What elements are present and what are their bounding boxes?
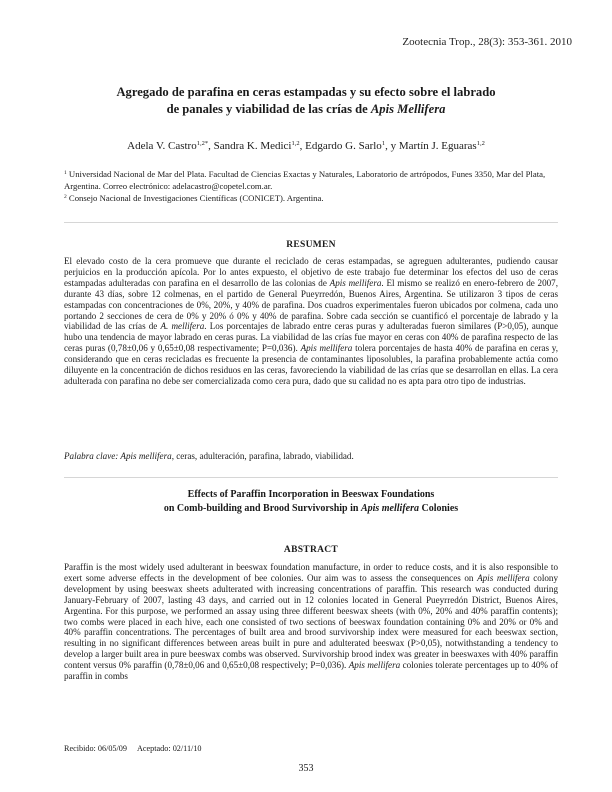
english-title-text: Colonies [419, 503, 459, 514]
keywords-text: , ceras, adulteración, parafina, labrado, viabilidad. [171, 451, 354, 461]
author-affiliation-mark: 1 [381, 140, 386, 147]
species-name: Apis mellifera [348, 660, 401, 671]
affiliation-text: Consejo Nacional de Investigaciones Científicas (CONICET). Argentina. [68, 193, 324, 203]
keywords-label: Palabra clave: Apis mellifera [64, 451, 172, 461]
author-name: Edgardo G. Sarlo [305, 140, 382, 152]
resumen-text: . Los porcentajes de labrado entre ceras puras y adulteradas fueron similares (P>0,05), aunque hubo una tendencia de mayor labrado en ceras puras. La viabilidad de las crías fue mayor en ceras con 40% de parafina respecto de las ceras puras (0,78±0,06 y 0,65±0,08 respectivamente; P=0,036). [64, 321, 559, 354]
affiliation-2 [64, 192, 570, 205]
affiliation-1 [64, 168, 570, 192]
title-species: Apis Mellifera [370, 102, 446, 116]
resumen-text: tolera porcentajes de hasta 40% de parafina en ceras y, considerando que en ceras recicladas es frecuente la presencia de contaminantes liposolubles, la parafina probablemente actúa como diluyente en la concentración de dichos residuos en las ceras, favoreciendo la viabilidad de las crías que se desarrollan en ellas. La cera adulterada con parafina no debe ser comercializada como cera pura, dado que su calidad no es apta para otro tipo de industrias. [64, 343, 558, 386]
species-name: Apis mellifera [329, 277, 382, 288]
author-separator: , y [385, 140, 399, 152]
abstract-heading: ABSTRACT [283, 545, 339, 555]
affiliation-mark: 1 [64, 170, 67, 176]
affiliation-text: Universidad Nacional de Mar del Plata. Facultad de Ciencias Exactas y Naturales, Laboratorio de artrópodos, Funes 3350, Mar del Plata, Argentina. Correo electrónico: adelacastro@copetel.com.ar. [64, 169, 546, 191]
resumen-heading: RESUMEN [286, 240, 336, 250]
author-affiliation-mark: 1,2 [291, 140, 300, 147]
english-title-line-2 [64, 502, 558, 516]
species-name: Apis mellifera [477, 572, 530, 583]
author-name: Martín J. Eguaras [398, 140, 477, 152]
paper-title [60, 84, 552, 118]
journal-reference: Zootecnia Trop., 28(3): 353-361. 2010 [402, 36, 572, 48]
submission-dates [64, 744, 212, 753]
section-divider [64, 477, 558, 478]
title-line-2-text: de panales y viabilidad de las crías de [166, 102, 371, 116]
abstract-text: colonies tolerate percentages up to 40% of paraffin in combs [64, 660, 558, 682]
resumen-text: . El mismo se realizó en enero-febrero de 2007, durante 43 días, sobre 12 colmenas, en el partido de General Pueyrredón, Buenos Aires, Argentina. Se utilizaron 3 tipos de ceras estampadas con concentraciones de 0%, 20%, y 40% de parafina. Dos cuadros experimentales fueron ubicados por colmena, cada uno portando 2 secciones de cera de 0% y 20% ó 0% y 40% de parafina. Sobre cada sección se cuantificó el porcentaje de labrado y la viabilidad de las crías de [64, 277, 559, 332]
author-separator: , [208, 140, 214, 152]
title-line-2 [60, 101, 552, 118]
species-name: A. mellifera [160, 321, 205, 332]
affiliation-mark: 2 [64, 194, 67, 200]
resumen-body [64, 256, 558, 387]
abstract-body [64, 562, 558, 682]
page-number: 353 [298, 763, 314, 774]
english-title [64, 488, 558, 516]
received-date: Recibido: 06/05/09 [64, 744, 127, 753]
author-name: Sandra K. Medici [213, 140, 292, 152]
section-divider [64, 222, 558, 223]
author-separator: , [299, 140, 306, 152]
keywords [64, 451, 558, 462]
author-affiliation-mark: 1,2 [476, 140, 485, 147]
english-title-species: Apis mellifera [360, 503, 419, 514]
english-title-line-1: Effects of Paraffin Incorporation in Beeswax Foundations [187, 489, 435, 500]
author-list [40, 140, 572, 152]
species-name: Apis mellifera [300, 343, 353, 354]
resumen-text: El elevado costo de la cera promueve que durante el reciclado de ceras estampadas, se agreguen adulterantes, pudiendo causar perjuicios en la producción apícola. Por lo antes expuesto, el objetivo de este trabajo fue determinar los efectos del uso de ceras estampadas adulteradas con parafina en el desarrollo de las colonias de [64, 256, 558, 288]
title-line-1: Agregado de parafina en ceras estampadas y su efecto sobre el labrado [116, 85, 496, 99]
accepted-date: Aceptado: 02/11/10 [137, 744, 202, 753]
affiliations [64, 168, 570, 205]
author-name: Adela V. Castro [127, 140, 197, 152]
author-affiliation-mark: 1,2* [196, 140, 209, 147]
abstract-text: colony development by using beeswax sheets adulterated with increasing concentrations of paraffin. This research was conducted during January-February of 2007, lasting 43 days, and carried out in 12 colonies located in General Pueyrredón District, Buenos Aires, Argentina. For this purpose, we performed an assay using three different beeswax sheets (with 0%, 20% and 40% paraffin contents); two combs were placed in each hive, each one consisted of two sections of beeswax foundation containing 0% and 20% or 0% and 40% paraffin concentrations. The percentages of built area and brood survivorship index were measured for each beeswax section, resulting in no significant differences between areas built in pure and adulterated beeswax (P>0,05), notwithstanding a tendency to develop a larger built area in pure beeswax combs was observed. Survivorship brood index was greater in beeswaxes with 40% paraffin content versus 0% paraffin (0,78±0,06 and 0,65±0,08 respectively; P=0,036). [64, 572, 558, 671]
abstract-text: Paraffin is the most widely used adulterant in beeswax foundation manufacture, in order to reduce costs, and it is also responsible to exert some adverse effects in the development of bee colonies. Our aim was to assess the consequences on [64, 562, 558, 583]
english-title-text: on Comb-building and Brood Survivorship in [163, 503, 361, 514]
